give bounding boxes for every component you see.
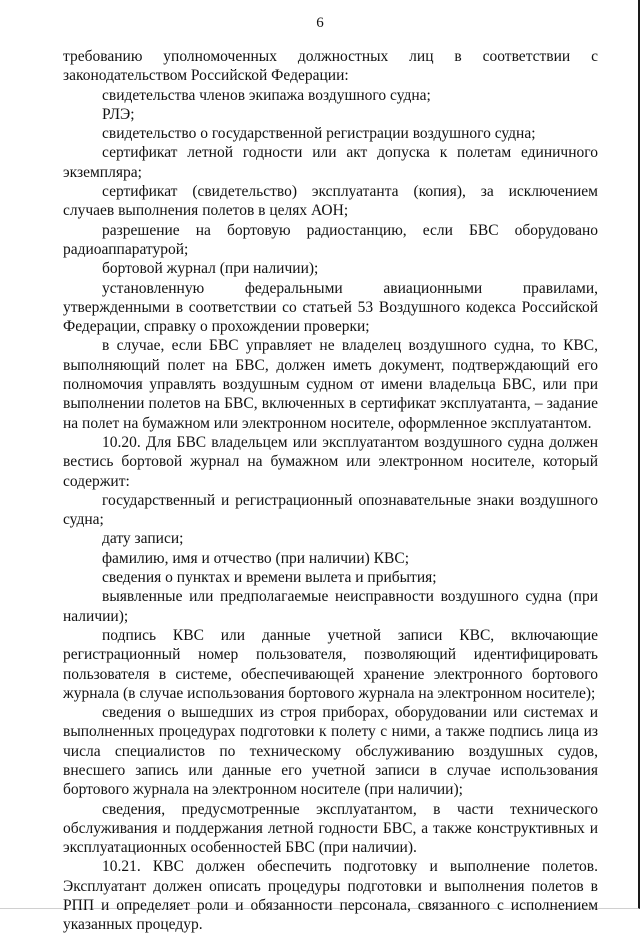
paragraph: РЛЭ; xyxy=(102,105,135,123)
paragraph: требованию уполномоченных должностных лиц в соответствии с законодательством Российской Федерации: xyxy=(63,48,598,85)
paragraph: свидетельство о государственной регистрации воздушного судна; xyxy=(102,125,536,143)
paragraph: разрешение на бортовую радиостанцию, если БВС оборудовано радиоаппаратурой; xyxy=(63,221,598,258)
paragraph: государственный и регистрационный опознавательные знаки воздушного судна; xyxy=(63,491,598,529)
paragraph: сведения о вышедших из строя приборах, оборудовании или системах и выполненных процедурах подготовки к полету с ними, а также подпись лица из числа специалистов по техническому обслуживанию воздушных судов, внесшего запись или данные его учетной записи в случае использования бортового журнала на электронном носителе (при наличии); xyxy=(63,704,598,799)
paragraph: в случае, если БВС управляет не владелец воздушного судна, то КВС, выполняющий полет на БВС, должен иметь документ, подтверждающий его полномочия управлять воздушным судном от имени владельца БВС, или при выполнении полетов на БВС, включенных в сертификат эксплуатанта, – задание на полет на бумажном или электронном носителе, оформленное эксплуатантом. xyxy=(63,337,598,432)
paragraph: подпись КВС или данные учетной записи КВС, включающие регистрационный номер пользователя, позволяющий идентифицировать пользователя в системе, обеспечивающей хранение электронного бортового журнала (в случае использования бортового журнала на электронном носителе); xyxy=(63,626,598,702)
document-body xyxy=(63,47,598,935)
section-paragraph-10-20: 10.20. Для БВС владельцем или эксплуатантом воздушного судна должен вестись бортовой журнал на бумажном или электронном носителе, который содержит: xyxy=(63,433,598,490)
paragraph: установленную федеральными авиационными правилами, утвержденными в соответствии со статьей 53 Воздушного кодекса Российской Федерации, справку о прохождении проверки; xyxy=(63,279,598,336)
paragraph: сведения, предусмотренные эксплуатантом, в части технического обслуживания и поддержания летной годности БВС, а также конструктивных и эксплуатационных особенностей БВС (при наличии). xyxy=(63,800,598,857)
paragraph: бортовой журнал (при наличии); xyxy=(102,260,319,278)
section-paragraph-10-21: 10.21. КВС должен обеспечить подготовку и выполнение полетов. Эксплуатант должен описать процедуры подготовки и выполнения полетов в РПП и определяет роли и обязанности персонала, связанного с исполнением указанных процедур. xyxy=(63,858,598,934)
paragraph: сведения о пунктах и времени вылета и прибытия; xyxy=(102,569,437,587)
paragraph: фамилию, имя и отчество (при наличии) КВС; xyxy=(102,549,409,567)
paragraph: свидетельства членов экипажа воздушного судна; xyxy=(102,86,431,104)
paragraph: дату записи; xyxy=(102,530,184,548)
paragraph: выявленные или предполагаемые неисправности воздушного судна (при наличии); xyxy=(63,588,598,625)
paragraph: сертификат летной годности или акт допуска к полетам единичного экземпляра; xyxy=(63,144,598,181)
paragraph: сертификат (свидетельство) эксплуатанта (копия), за исключением случаев выполнения полетов в целях АОН; xyxy=(63,183,598,220)
page-number: 6 xyxy=(316,15,324,31)
